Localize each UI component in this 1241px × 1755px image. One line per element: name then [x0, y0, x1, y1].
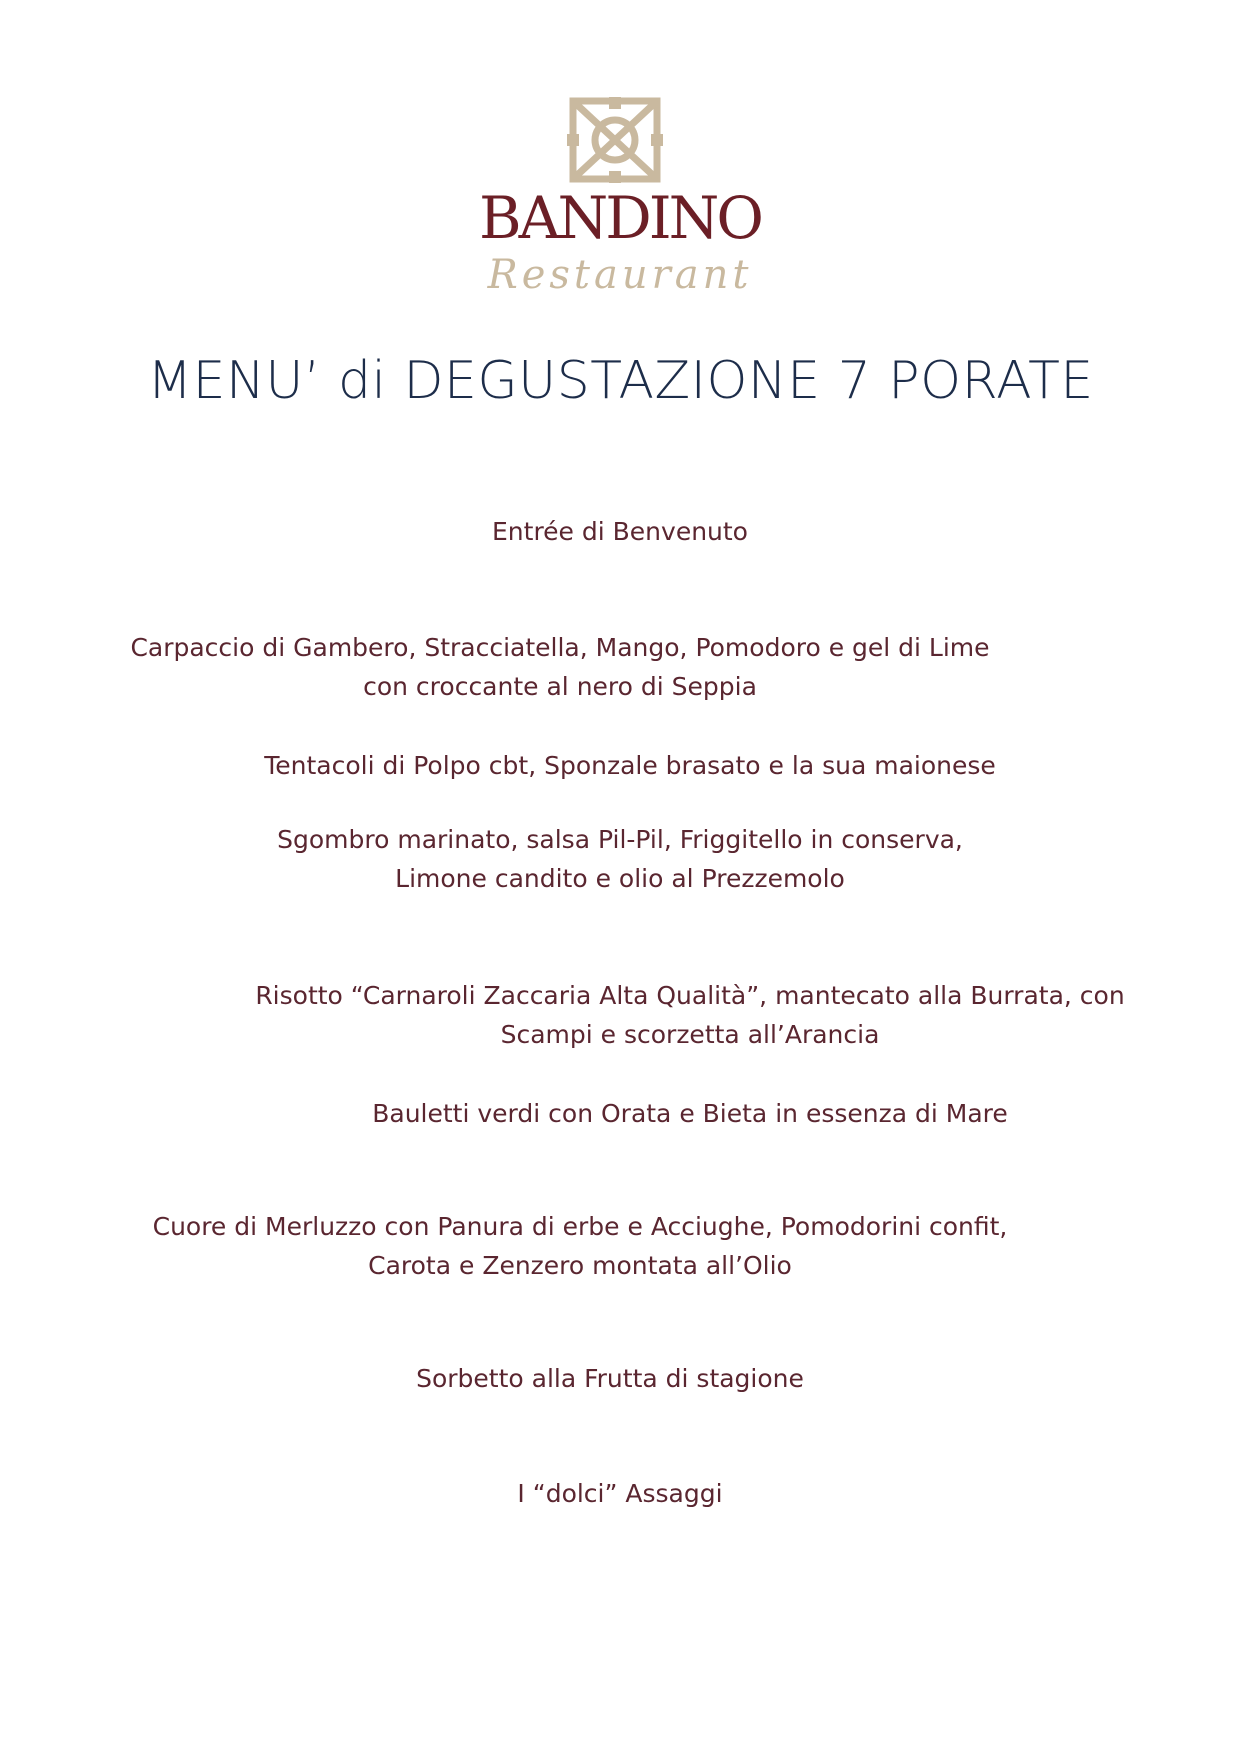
course-8	[370, 1359, 850, 1398]
course-line: Entrée di Benvenuto	[492, 517, 748, 546]
course-line: Limone candito e olio al Prezzemolo	[395, 864, 845, 893]
course-5	[230, 976, 1150, 1054]
course-line: Bauletti verdi con Orata e Bieta in essenza di Mare	[372, 1099, 1008, 1128]
course-1	[420, 512, 820, 551]
course-3	[180, 746, 1080, 785]
course-line: con croccante al nero di Seppia	[363, 672, 757, 701]
course-4	[160, 820, 1080, 898]
course-line: Carota e Zenzero montata all’Olio	[368, 1251, 792, 1280]
course-line: Sgombro marinato, salsa Pil-Pil, Friggitello in conserva,	[277, 825, 963, 854]
logo-subtitle: Restaurant	[487, 252, 753, 298]
course-6	[240, 1094, 1140, 1133]
course-line: Cuore di Merluzzo con Panura di erbe e Acciughe, Pomodorini confit,	[152, 1212, 1008, 1241]
course-line: I “dolci” Assaggi	[517, 1479, 723, 1508]
course-line: Carpaccio di Gambero, Stracciatella, Mango, Pomodoro e gel di Lime	[130, 633, 990, 662]
course-7	[120, 1207, 1040, 1285]
course-9	[420, 1474, 820, 1513]
course-line: Tentacoli di Polpo cbt, Sponzale brasato e la sua maionese	[264, 751, 996, 780]
menu-title: MENU’ di DEGUSTAZIONE 7 PORATE	[147, 351, 1094, 411]
course-line: Risotto “Carnaroli Zaccaria Alta Qualità”, mantecato alla Burrata, con	[255, 981, 1125, 1010]
lattice-emblem-icon	[565, 95, 665, 185]
course-line: Sorbetto alla Frutta di stagione	[416, 1364, 804, 1393]
course-line: Scampi e scorzetta all’Arancia	[500, 1020, 880, 1049]
course-2	[100, 628, 1020, 706]
logo-name: BANDINO	[479, 184, 761, 252]
restaurant-logo	[470, 95, 770, 300]
